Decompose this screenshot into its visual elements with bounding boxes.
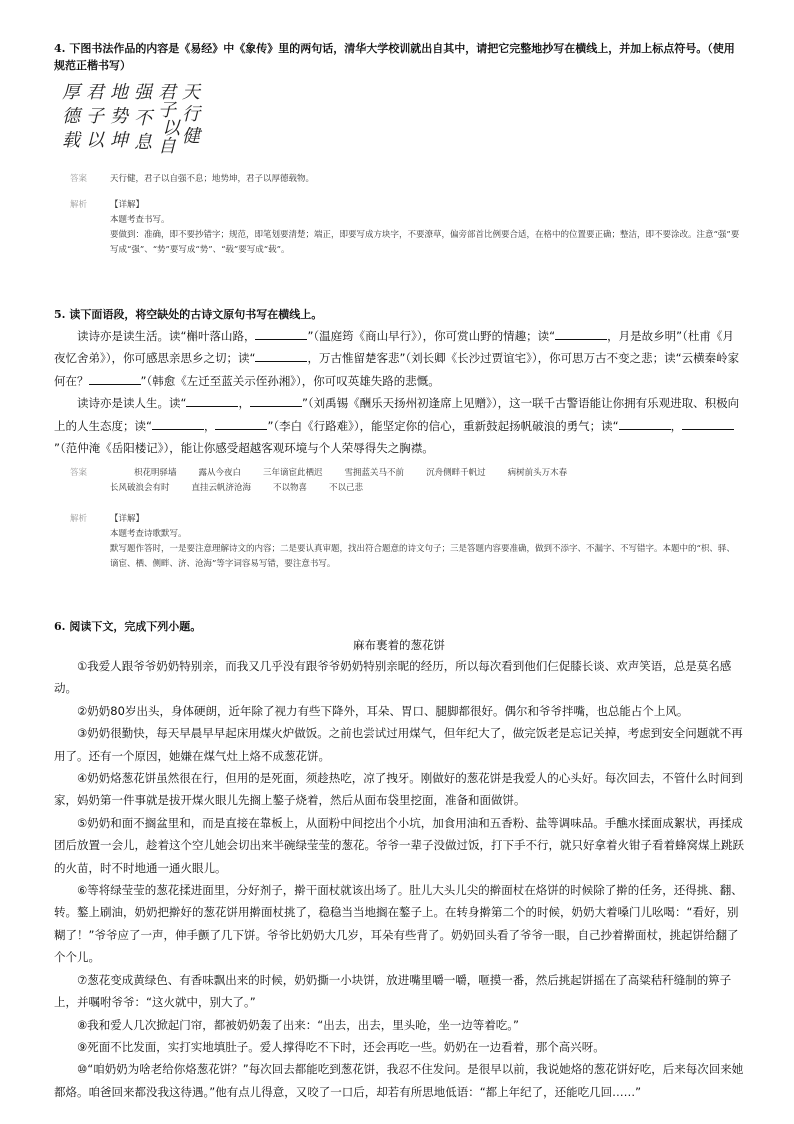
- article-paragraph: ⑩“咱奶奶为啥老给你烙葱花饼？”每次回去都能吃到葱花饼，我忍不住发问。是很早以前，我说她烙的葱花饼好吃，后来每次回来她都烙。咱爸回来都没我这待遇。”他有点儿得意，又咬了一口后，却若有所思地低语：“都上年纪了，还能吃几回……”: [54, 1062, 744, 1099]
- answer-blank[interactable]: [682, 418, 734, 430]
- article-paragraph: ⑦葱花变成黄绿色、有香味飘出来的时候，奶奶撕一小块饼，放进嘴里嚼一嚼，咂摸一番，然后挑起饼摇在了高粱秸秆缝制的箅子上，并嘱咐爷爷：“这火就中，别大了。”: [54, 972, 732, 1010]
- calli-char: 天: [182, 82, 200, 103]
- text: ，: [238, 396, 250, 411]
- answer-item: 长风破浪会有时: [110, 483, 170, 493]
- calli-char: 子: [86, 106, 104, 127]
- q4-answer: [70, 172, 740, 187]
- q6-title: 6. 阅读下文，完成下列小题。: [54, 620, 202, 633]
- q5-line1: 本题考查诗歌默写。: [110, 529, 187, 539]
- calli-char: 德: [62, 106, 80, 127]
- text: ”（刘禹锡《酬乐天扬州初逢席上见赠》），这一联千古警语能让你拥有乐观进取、积极向上的人生态度；读“: [54, 396, 740, 433]
- text: ”（李白《行路难》），能坚定你的信心，重新鼓起扬帆破浪的勇气；读“: [267, 418, 619, 433]
- answer-item: 沉舟侧畔千帆过: [426, 468, 486, 478]
- text: ，万古惟留楚客悲”（刘长卿《长沙过贾谊宅》），你可思万古不变之悲；读“云横秦岭家何在？: [54, 351, 740, 388]
- q5-analysis: [70, 512, 740, 572]
- text: 读诗亦是读人生。读“: [77, 396, 187, 411]
- q5-detail: 【详解】: [110, 514, 145, 524]
- analysis-label: 解析: [70, 200, 88, 210]
- text: ”（范仲淹《岳阳楼记》），能让你感受超越客观环境与个人荣辱得失之胸襟。: [54, 441, 434, 456]
- answer-blank[interactable]: [619, 418, 671, 430]
- calli-char: 息: [134, 132, 152, 153]
- q4-analysis: [70, 198, 740, 258]
- article-paragraph: ⑥等将绿莹莹的葱花揉进面里，分好剂子，擀干面杖就该出场了。肚儿大头儿尖的擀面杖在烙饼的时候除了擀的任务，还得挑、翻、转。鏊上刷油，奶奶把擀好的葱花饼用擀面杖挑了，稳稳当当地搁在鏊子上。在转身擀第二个的时候，奶奶大着嗓门儿吆喝：“看好，别糊了！”爷爷应了一声，伸手颤了几下饼。爷爷比奶奶大几岁，耳朵有些背了。奶奶回头看了爷爷一眼，自己抄着擀面杖，挑起饼给翻了个个儿。: [54, 883, 743, 965]
- question-5: [54, 306, 744, 459]
- article-paragraph: ⑨死面不比发面，实打实地填肚子。爱人撑得吃不下时，还会再吃一些。奶奶在一边看着，那个高兴呀。: [77, 1039, 605, 1054]
- answer-item: 枳花明驿墙: [134, 468, 177, 478]
- calli-char: 强: [134, 82, 152, 103]
- answer-item: 不以己悲: [329, 483, 364, 493]
- text: ，: [203, 418, 216, 433]
- calli-char: 子: [158, 100, 176, 121]
- calligraphy-image: [62, 84, 202, 156]
- article-paragraph: ⑧我和爱人几次掀起门帘，都被奶奶轰了出来：“出去，出去，里头呛，坐一边等着吃。”: [77, 1017, 519, 1032]
- article-paragraph: ②奶奶80岁出头，身体硬朗，近年除了视力有些下降外，耳朵、胃口、腿脚都很好。偶尔和爷爷拌嘴，也总能占个上风。: [77, 703, 689, 718]
- q5-paragraph-1: [54, 325, 744, 392]
- article-paragraph: ④奶奶烙葱花饼虽然很在行，但用的是死面，须趁热吃，凉了拽牙。刚做好的葱花饼是我爱人的心头好。每次回去，不管什么时间到家，妈奶第一件事就是拔开煤火眼儿先搁上鏊子烧着，然后从面布袋里挖面，准备和面做饼。: [54, 771, 743, 808]
- calli-char: 以: [162, 118, 180, 139]
- article-paragraph: ③奶奶很勤快，每天早晨早早起床用煤火炉做饭。之前也尝试过用煤气，但年纪大了，做完饭老是忘记关掉，考虑到安全问题就不再用了。还有一个原因，她嫌在煤气灶上烙不成葱花饼。: [54, 726, 743, 763]
- text: ，月是故乡明”（杜甫《月夜忆舍弟》），你可感思亲思乡之切；读“: [54, 329, 734, 366]
- q4-detail: 【详解】: [110, 200, 145, 210]
- q5-line2: 默写题作答时，一是要注意理解诗文的内容；二是要认真审题，找出符合题意的诗文句子；三是答题内容要准确，做到不添字、不漏字、不写错字。本题中的“枳、驿、谪宦、栖、侧畔、济、沧海”等字词容易写错，要注意书写。: [110, 544, 735, 569]
- answer-item: 不以物喜: [273, 483, 308, 493]
- question-6: [54, 618, 744, 1103]
- calli-char: 君: [158, 82, 176, 103]
- article-paragraph: ⑤奶奶和面不搁盆里和，而是直接在靠板上，从面粉中间挖出个小坑，加食用油和五香粉、盐等调味品。手醮水揉面成絮状，再揉成团后放置一会儿，趁着这个空儿她会切出来半碗绿莹莹的葱花。爷爷一辈子没做过饭，打下手不行，就只好拿着火钳子看着蜂窝煤上跳跃的火苗，时不时地通一通火眼儿。: [54, 815, 744, 875]
- answer-blank[interactable]: [186, 395, 238, 407]
- calli-char: 以: [86, 130, 104, 151]
- answer-blank[interactable]: [555, 328, 607, 340]
- answer-blank[interactable]: [89, 373, 141, 385]
- q5-paragraph-2: [54, 392, 744, 459]
- q4-line1: 本题考查书写。: [110, 215, 170, 225]
- calli-char: 健: [182, 126, 200, 147]
- text: ，: [670, 418, 683, 433]
- calli-char: 载: [62, 130, 80, 151]
- calli-char: 行: [182, 104, 200, 125]
- answer-blank[interactable]: [215, 418, 267, 430]
- q4-title: 4. 下图书法作品的内容是《易经》中《象传》里的两句话，清华大学校训就出自其中，请把它完整地抄写在横线上，并加上标点符号。（使用规范正楷书写）: [54, 42, 735, 72]
- calli-char: 坤: [110, 130, 128, 151]
- answer-label: 答案: [70, 174, 88, 184]
- answer-blank[interactable]: [152, 418, 204, 430]
- q4-answer-text: 天行健，君子以自强不息；地势坤，君子以厚德载物。: [110, 174, 315, 184]
- answer-item: 直挂云帆济沧海: [191, 483, 252, 493]
- answer-item: 露从今夜白: [198, 468, 242, 478]
- q4-line2: 要做到：准确，即不要抄错字；规范，即笔划要清楚；端正，即要写成方块字，不要潦草，偏旁部首比例要合适，在格中的位置要正确；整洁，即不要涂改。注意“强”要写成“强”、“势”要写成“势”、“载”要写成“载”。: [110, 230, 740, 255]
- calli-char: 不: [134, 108, 152, 129]
- q5-answer: [70, 466, 740, 496]
- text: ”（温庭筠《商山早行》），你可赏山野的情趣；读“: [307, 329, 556, 343]
- calli-char: 君: [86, 82, 104, 103]
- calli-char: 地: [110, 82, 128, 103]
- answer-blank[interactable]: [255, 328, 307, 340]
- calli-char: 厚: [62, 82, 80, 103]
- text: 读诗亦是读生活。读“槲叶落山路，: [77, 329, 256, 343]
- calli-char: 自: [158, 136, 176, 157]
- article-title: 麻布裹着的葱花饼: [353, 638, 445, 652]
- article-paragraph: ①我爱人跟爷爷奶奶特别亲，而我又几乎没有跟爷爷奶奶特别亲昵的经历，所以每次看到他们仨促膝长谈、欢声笑语，总是莫名感动。: [54, 659, 732, 696]
- answer-blank[interactable]: [250, 395, 302, 407]
- q5-title: 5. 读下面语段，将空缺处的古诗文原句书写在横线上。: [54, 308, 323, 321]
- answer-item: 雪拥蓝关马不前: [344, 468, 405, 478]
- calli-char: 势: [110, 106, 128, 127]
- analysis-label: 解析: [70, 514, 88, 524]
- text: ”（韩愈《左迁至蓝关示侄孙湘》），你可叹英雄失路的悲慨。: [140, 373, 440, 388]
- answer-item: 病树前头万木春: [507, 468, 568, 478]
- answer-item: 三年谪宦此栖迟: [263, 468, 323, 478]
- answer-blank[interactable]: [255, 350, 307, 362]
- answer-label: 答案: [70, 468, 88, 478]
- question-4: [54, 40, 744, 74]
